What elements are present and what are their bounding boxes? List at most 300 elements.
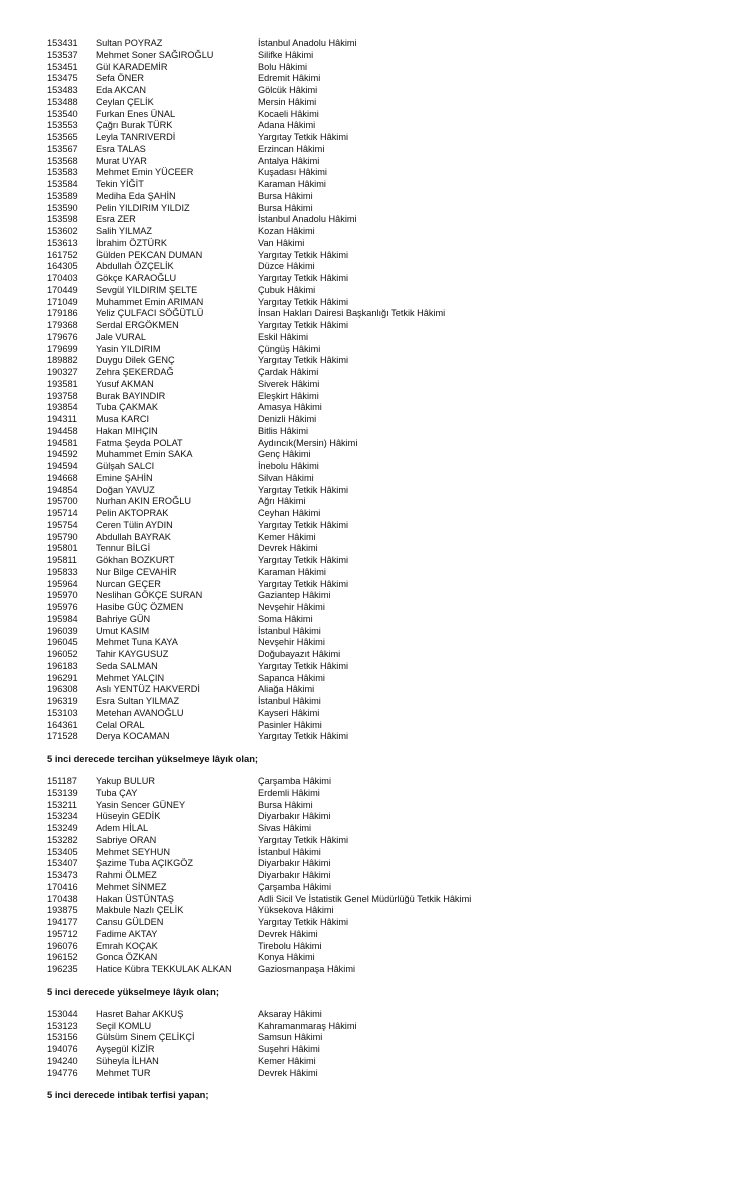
sicil-number: 194668 [47, 472, 78, 483]
person-name: Mediha Eda ŞAHİN [96, 190, 176, 201]
list-item [0, 567, 746, 579]
list-item [0, 449, 746, 461]
list-item [0, 1009, 746, 1021]
sicil-number: 195976 [47, 602, 78, 612]
person-name: Bahriye GÜN [96, 613, 151, 624]
section-heading: 5 inci derecede tercihan yükselmeye lâyık olan; [47, 753, 259, 764]
person-name: Serdal ERGÖKMEN [96, 320, 179, 330]
person-name: Mehmet SİNMEZ [96, 881, 167, 892]
position-title: Kuşadası Hâkimi [258, 167, 327, 178]
person-name: Emine ŞAHİN [96, 472, 153, 483]
sicil-number: 179676 [47, 331, 78, 342]
position-title: Diyarbakır Hâkimi [258, 811, 331, 822]
person-name: Duygu Dilek GENÇ [96, 355, 175, 366]
position-title: Bitlis Hâkimi [258, 425, 309, 436]
sicil-number: 153565 [47, 132, 78, 142]
list-item [0, 85, 746, 97]
sicil-number: 194458 [47, 425, 78, 436]
list-item [0, 811, 746, 823]
sicil-number: 153598 [47, 214, 78, 225]
sicil-number: 153123 [47, 1020, 78, 1031]
person-name: Makbule Nazlı ÇELİK [96, 905, 184, 916]
list-item [0, 273, 746, 285]
person-name: Fatma Şeyda POLAT [96, 437, 183, 448]
sicil-number: 170438 [47, 893, 78, 904]
sicil-number: 164305 [47, 261, 78, 272]
list-item [0, 1068, 746, 1080]
position-title: İstanbul Hâkimi [258, 696, 321, 706]
position-title: Samsun Hâkimi [258, 1032, 323, 1043]
person-name: Mehmet Emin YÜCEER [96, 167, 194, 178]
position-title: Bolu Hâkimi [258, 61, 308, 72]
sicil-number: 153590 [47, 202, 78, 213]
sicil-number: 179368 [47, 320, 78, 330]
person-name: Yasin YILDIRIM [96, 343, 161, 354]
sicil-number: 196052 [47, 649, 78, 659]
list-item [0, 696, 746, 708]
position-title: Nevşehir Hâkimi [258, 637, 325, 648]
sicil-number: 194581 [47, 437, 78, 448]
position-title: Edremit Hâkimi [258, 73, 321, 84]
list-item [0, 214, 746, 226]
list-item [0, 344, 746, 356]
list-item [0, 485, 746, 497]
sicil-number: 194311 [47, 414, 77, 424]
list-item [0, 156, 746, 168]
position-title: Kocaeli Hâkimi [258, 108, 319, 119]
list-item [0, 426, 746, 438]
position-title: Suşehri Hâkimi [258, 1044, 320, 1054]
position-title: Erdemli Hâkimi [258, 787, 320, 798]
sicil-number: 196183 [47, 660, 78, 671]
list-item [0, 649, 746, 661]
list-item [0, 917, 746, 929]
position-title: Aliağa Hâkimi [258, 684, 315, 695]
person-name: Sabriye ORAN [96, 834, 157, 845]
person-name: Rahmi ÖLMEZ [96, 870, 157, 880]
person-name: Sultan POYRAZ [96, 38, 163, 48]
sicil-number: 171528 [47, 731, 78, 742]
sicil-number: 153405 [47, 846, 78, 857]
list-item [0, 1032, 746, 1044]
position-title: Adli Sicil Ve İstatistik Genel Müdürlüğü Tetkik Hâkimi [258, 893, 472, 904]
list-item [0, 473, 746, 485]
list-item [0, 964, 746, 976]
person-name: Eda AKCAN [96, 85, 147, 95]
sicil-number: 196319 [47, 696, 78, 706]
sicil-number: 153584 [47, 179, 78, 189]
position-title: Kemer Hâkimi [258, 1055, 316, 1066]
list-item [0, 941, 746, 953]
list-item [0, 532, 746, 544]
list-item [0, 661, 746, 673]
sicil-number: 195801 [47, 543, 78, 554]
sicil-number: 179699 [47, 343, 78, 354]
person-name: Tuba ÇAKMAK [96, 402, 158, 413]
list-item [0, 602, 746, 614]
person-name: Derya KOCAMAN [96, 731, 170, 742]
sicil-number: 153451 [47, 61, 78, 72]
section-1 [0, 743, 746, 976]
sicil-number: 153475 [47, 73, 78, 84]
position-title: Siverek Hâkimi [258, 378, 320, 389]
sicil-number: 193854 [47, 402, 78, 413]
list-item [0, 379, 746, 391]
sicil-number: 153211 [47, 799, 77, 810]
person-name: Furkan Enes ÜNAL [96, 108, 176, 119]
sicil-number: 196045 [47, 637, 78, 648]
person-name: Murat UYAR [96, 155, 147, 166]
position-title: Çarşamba Hâkimi [258, 776, 332, 786]
list-item [0, 132, 746, 144]
sicil-number: 153156 [47, 1032, 78, 1043]
sicil-number: 195712 [47, 928, 78, 939]
position-title: Yargıtay Tetkik Hâkimi [258, 917, 349, 927]
sicil-number: 170403 [47, 273, 78, 283]
person-name: Abdullah BAYRAK [96, 531, 171, 542]
list-item [0, 776, 746, 788]
position-title: Eleşkirt Hâkimi [258, 390, 319, 401]
position-title: Soma Hâkimi [258, 613, 313, 624]
sicil-number: 153431 [47, 38, 78, 48]
person-name: Abdullah ÖZÇELİK [96, 261, 174, 272]
person-name: Ceylan ÇELİK [96, 96, 154, 107]
person-name: Nurhan AKIN EROĞLU [96, 496, 191, 507]
position-title: Kemer Hâkimi [258, 531, 316, 542]
person-name: Aslı YENTÜZ HAKVERDİ [96, 684, 200, 695]
person-name: Hakan ÜSTÜNTAŞ [96, 893, 174, 904]
sicil-number: 193581 [47, 378, 78, 389]
person-name: Hüseyin GEDİK [96, 811, 161, 822]
sicil-number: 153473 [47, 870, 78, 880]
person-name: Sevgül YILDIRIM ŞELTE [96, 284, 198, 295]
person-name: Tennur BİLGİ [96, 543, 151, 554]
sicil-number: 195700 [47, 496, 78, 507]
person-name: Yakup BULUR [96, 776, 156, 786]
position-title: Genç Hâkimi [258, 449, 311, 460]
position-title: Karaman Hâkimi [258, 566, 326, 577]
section-heading: 5 inci derecede intibak terfisi yapan; [47, 1089, 209, 1101]
list-item [0, 929, 746, 941]
person-name: Gökçe KARAOĞLU [96, 273, 177, 283]
sicil-number: 153234 [47, 811, 78, 822]
sicil-number: 195790 [47, 531, 78, 542]
person-name: Celal ORAL [96, 719, 145, 730]
person-name: Esra Sultan YILMAZ [96, 696, 180, 706]
sicil-number: 195811 [47, 555, 77, 565]
position-title: Çubuk Hâkimi [258, 284, 316, 295]
position-title: Denizli Hâkimi [258, 414, 317, 424]
sicil-number: 196152 [47, 952, 78, 963]
person-name: Adem HİLAL [96, 823, 149, 833]
person-name: Süheyla İLHAN [96, 1055, 159, 1066]
section-heading: 5 inci derecede yükselmeye lâyık olan; [47, 985, 219, 997]
position-title: Gaziantep Hâkimi [258, 590, 331, 601]
person-name: Tekin YİĞİT [96, 179, 144, 189]
person-name: Ayşegül KİZİR [96, 1044, 155, 1054]
person-name: Emrah KOÇAK [96, 940, 158, 951]
person-name: Esra TALAS [96, 143, 146, 154]
sicil-number: 153249 [47, 823, 78, 833]
person-name: Metehan AVANOĞLU [96, 707, 184, 718]
person-name: Gonca ÖZKAN [96, 952, 158, 963]
list-item [0, 800, 746, 812]
position-title: Gölcük Hâkimi [258, 85, 318, 95]
position-title: Amasya Hâkimi [258, 402, 322, 413]
list-item [0, 203, 746, 215]
position-title: Aksaray Hâkimi [258, 1008, 322, 1019]
list-item [0, 391, 746, 403]
sicil-number: 153537 [47, 49, 78, 60]
position-title: Antalya Hâkimi [258, 155, 320, 166]
position-title: Kahramanmaraş Hâkimi [258, 1020, 357, 1031]
list-item [0, 50, 746, 62]
person-name: Gökhan BOZKURT [96, 555, 175, 565]
position-title: Çardak Hâkimi [258, 367, 319, 377]
list-item [0, 238, 746, 250]
position-title: Karaman Hâkimi [258, 179, 326, 189]
sicil-number: 170449 [47, 284, 78, 295]
list-item [0, 191, 746, 203]
sicil-number: 161752 [47, 249, 78, 260]
position-title: Yargıtay Tetkik Hâkimi [258, 731, 349, 742]
position-title: Devrek Hâkimi [258, 543, 318, 554]
list-item [0, 179, 746, 191]
sicil-number: 170416 [47, 881, 78, 892]
list-item [0, 684, 746, 696]
list-item [0, 579, 746, 591]
position-title: İstanbul Hâkimi [258, 846, 321, 857]
position-title: Ağrı Hâkimi [258, 496, 306, 507]
sicil-number: 151187 [47, 776, 77, 786]
sicil-number: 153583 [47, 167, 78, 178]
sicil-number: 195984 [47, 613, 78, 624]
sicil-number: 196308 [47, 684, 78, 695]
position-title: Yargıtay Tetkik Hâkimi [258, 296, 349, 307]
sicil-number: 164361 [47, 719, 78, 730]
list-item [0, 320, 746, 332]
position-title: Silvan Hâkimi [258, 472, 314, 483]
list-item [0, 882, 746, 894]
person-name: Cansu GÜLDEN [96, 917, 164, 927]
sicil-number: 196291 [47, 672, 78, 683]
sicil-number: 196039 [47, 625, 78, 636]
position-title: Konya Hâkimi [258, 952, 315, 963]
sicil-number: 194076 [47, 1044, 78, 1054]
position-title: Doğubayazıt Hâkimi [258, 649, 341, 659]
person-name: Zehra ŞEKERDAĞ [96, 367, 174, 377]
position-title: Aydıncık(Mersin) Hâkimi [258, 437, 358, 448]
list-item [0, 637, 746, 649]
position-title: İnebolu Hâkimi [258, 461, 319, 471]
list-item [0, 367, 746, 379]
person-name: Gülşah SALCI [96, 461, 155, 471]
list-item [0, 402, 746, 414]
position-title: İstanbul Anadolu Hâkimi [258, 38, 357, 48]
list-item [0, 952, 746, 964]
person-name: Hasret Bahar AKKUŞ [96, 1008, 184, 1019]
person-name: Yusuf AKMAN [96, 378, 154, 389]
sicil-number: 153103 [47, 707, 78, 718]
person-name: Muhammet Emin ARIMAN [96, 296, 204, 307]
section-0 [0, 38, 746, 743]
list-item [0, 297, 746, 309]
person-name: Fadime AKTAY [96, 928, 158, 939]
position-title: Gaziosmanpaşa Hâkimi [258, 964, 356, 974]
list-item [0, 1044, 746, 1056]
person-name: Hatice Kübra TEKKULAK ALKAN [96, 964, 232, 974]
position-title: Bursa Hâkimi [258, 202, 313, 213]
position-title: İstanbul Hâkimi [258, 625, 321, 636]
person-name: Şazime Tuba AÇIKGÖZ [96, 858, 194, 869]
list-item [0, 626, 746, 638]
person-name: Gülsüm Sinem ÇELİKÇİ [96, 1032, 195, 1043]
list-item [0, 167, 746, 179]
position-title: Yüksekova Hâkimi [258, 905, 334, 916]
list-item [0, 823, 746, 835]
sicil-number: 196235 [47, 964, 78, 974]
person-name: Mehmet Tuna KAYA [96, 637, 178, 648]
person-name: Muhammet Emin SAKA [96, 449, 193, 460]
list-item [0, 1021, 746, 1033]
person-name: Jale VURAL [96, 331, 147, 342]
position-title: Yargıtay Tetkik Hâkimi [258, 132, 349, 142]
list-item [0, 250, 746, 262]
list-item [0, 285, 746, 297]
person-name: Yasin Sencer GÜNEY [96, 799, 186, 810]
section-3 [0, 1079, 746, 1112]
position-title: Sapanca Hâkimi [258, 672, 325, 683]
list-item [0, 438, 746, 450]
position-title: Diyarbakır Hâkimi [258, 870, 331, 880]
person-name: Doğan YAVUZ [96, 484, 155, 495]
list-item [0, 1056, 746, 1068]
sicil-number: 189882 [47, 355, 78, 366]
list-item [0, 847, 746, 859]
list-item [0, 355, 746, 367]
list-item [0, 73, 746, 85]
list-item [0, 508, 746, 520]
list-item [0, 870, 746, 882]
position-title: Yargıtay Tetkik Hâkimi [258, 320, 349, 330]
position-title: Adana Hâkimi [258, 120, 316, 131]
person-name: Pelin YILDIRIM YILDIZ [96, 202, 190, 213]
list-item [0, 731, 746, 743]
position-title: Yargıtay Tetkik Hâkimi [258, 249, 349, 260]
list-item [0, 496, 746, 508]
list-item [0, 144, 746, 156]
person-name: Umut KASIM [96, 625, 150, 636]
sicil-number: 196076 [47, 940, 78, 951]
position-title: Van Hâkimi [258, 237, 305, 248]
list-item [0, 894, 746, 906]
position-title: Sivas Hâkimi [258, 823, 312, 833]
list-item [0, 520, 746, 532]
sicil-number: 153589 [47, 190, 78, 201]
position-title: Bursa Hâkimi [258, 799, 313, 810]
list-item [0, 308, 746, 320]
sicil-number: 194594 [47, 461, 78, 471]
list-item [0, 858, 746, 870]
position-title: Yargıtay Tetkik Hâkimi [258, 555, 349, 565]
sicil-number: 195833 [47, 566, 78, 577]
list-item [0, 555, 746, 567]
position-title: İnsan Hakları Dairesi Başkanlığı Tetkik Hâkimi [258, 308, 446, 319]
person-name: Gül KARADEMİR [96, 61, 168, 72]
list-item [0, 788, 746, 800]
list-item [0, 332, 746, 344]
person-name: Musa KARCI [96, 414, 150, 424]
person-name: Esra ZER [96, 214, 136, 225]
person-name: Tahir KAYGUSUZ [96, 649, 169, 659]
sicil-number: 153407 [47, 858, 78, 869]
list-item [0, 414, 746, 426]
list-item [0, 835, 746, 847]
sicil-number: 153282 [47, 834, 78, 845]
position-title: Ceyhan Hâkimi [258, 508, 321, 518]
person-name: Tuba ÇAY [96, 787, 138, 798]
person-name: Sefa ÖNER [96, 73, 144, 84]
sicil-number: 193758 [47, 390, 78, 401]
sicil-number: 194177 [47, 917, 78, 927]
list-item [0, 97, 746, 109]
sicil-number: 153139 [47, 787, 78, 798]
position-title: Yargıtay Tetkik Hâkimi [258, 834, 349, 845]
position-title: Devrek Hâkimi [258, 1067, 318, 1078]
position-title: Silifke Hâkimi [258, 49, 314, 60]
position-title: Nevşehir Hâkimi [258, 602, 325, 612]
sicil-number: 194776 [47, 1067, 78, 1078]
document-page [0, 38, 746, 1112]
list-item [0, 708, 746, 720]
list-item [0, 226, 746, 238]
person-name: Gülden PEKCAN DUMAN [96, 249, 203, 260]
person-name: Burak BAYINDIR [96, 390, 166, 401]
position-title: Yargıtay Tetkik Hâkimi [258, 578, 349, 589]
sicil-number: 195714 [47, 508, 78, 518]
person-name: Leyla TANRIVERDİ [96, 132, 176, 142]
sicil-number: 195754 [47, 519, 78, 530]
person-name: Mehmet TUR [96, 1067, 151, 1078]
list-item [0, 461, 746, 473]
person-name: Ceren Tülin AYDIN [96, 519, 173, 530]
list-item [0, 62, 746, 74]
person-name: Mehmet YALÇIN [96, 672, 165, 683]
list-item [0, 261, 746, 273]
position-title: Devrek Hâkimi [258, 928, 318, 939]
person-name: Hasibe GÜÇ ÖZMEN [96, 602, 184, 612]
sicil-number: 195970 [47, 590, 78, 601]
sicil-number: 179186 [47, 308, 78, 319]
person-name: Nur Bilge CEVAHİR [96, 566, 177, 577]
section-2 [0, 976, 746, 1080]
sicil-number: 171049 [47, 296, 78, 307]
person-name: Hakan MIHÇIN [96, 425, 158, 436]
position-title: Düzce Hâkimi [258, 261, 315, 272]
position-title: Tirebolu Hâkimi [258, 940, 322, 951]
person-name: Salih YILMAZ [96, 226, 152, 236]
sicil-number: 153488 [47, 96, 78, 107]
position-title: Kayseri Hâkimi [258, 707, 320, 718]
sicil-number: 153540 [47, 108, 78, 119]
position-title: Bursa Hâkimi [258, 190, 313, 201]
list-item [0, 109, 746, 121]
position-title: Çarşamba Hâkimi [258, 881, 332, 892]
sicil-number: 153483 [47, 85, 78, 95]
sicil-number: 153044 [47, 1008, 78, 1019]
list-item [0, 590, 746, 602]
position-title: Pasinler Hâkimi [258, 719, 322, 730]
